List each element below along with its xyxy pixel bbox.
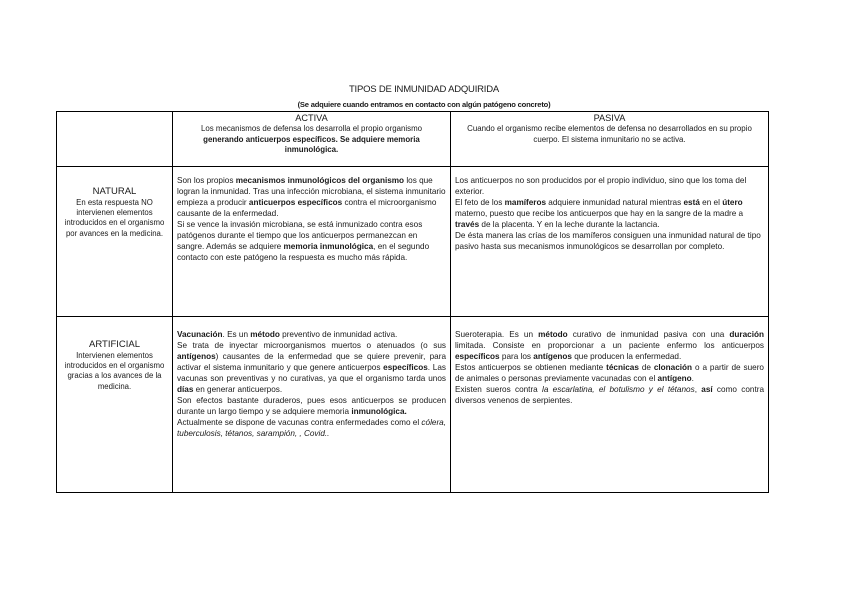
artificial-heading: ARTIFICIAL xyxy=(88,339,141,350)
natural-pasiva-p3: De ésta manera las crías de los mamíferos consiguen una inmunidad natural de tipo pasivo hasta sus mecanismos inmunológicos se desarrollan por completo. xyxy=(455,231,761,251)
immunity-table xyxy=(56,111,769,493)
document-subtitle: (Se adquiere cuando entramos en contacto con algún patógeno concreto) xyxy=(297,100,551,109)
natural-activa-p1: Son los propios mecanismos inmunológicos del organismo los que logran la inmunidad. Tras una infección microbiana, el sistema inmunitario empieza a producir anticuerpos específicos contra el microorganismo causante de la enfermedad. xyxy=(177,176,446,218)
artificial-activa-p3: Son efectos bastante duraderos, pues esos anticuerpos se producen durante un largo tiempo y se adquiere memoria inmunológica. xyxy=(177,396,446,416)
artificial-pasiva-p3: Existen sueros contra la escarlatina, el botulismo y el tétanos, así como contra diversos venenos de serpientes. xyxy=(455,385,764,405)
document-title: TIPOS DE INMUNIDAD ADQUIRIDA xyxy=(348,84,500,95)
natural-desc: En esta respuesta NO intervienen elementos introducidos en el organismo por avances en la medicina. xyxy=(64,198,165,238)
activa-desc-a: Los mecanismos de defensa los desarrolla el propio organismo xyxy=(200,124,423,133)
activa-desc-b: generando anticuerpos específicos. Se adquiere memoria xyxy=(203,134,420,144)
row-natural xyxy=(57,167,769,317)
artificial-activa-p4: Actualmente se dispone de vacunas contra enfermedades como el cólera, tuberculosis, tétanos, sarampión, , Covid.. xyxy=(177,418,446,438)
corner-cell xyxy=(57,112,173,167)
artificial-activa-p1: Vacunación. Es un método preventivo de inmunidad activa. xyxy=(177,330,398,339)
header-activa xyxy=(173,112,451,167)
header-pasiva xyxy=(451,112,769,167)
pasiva-heading: PASIVA xyxy=(593,113,626,123)
natural-pasiva-p2: El feto de los mamíferos adquiere inmunidad natural mientras está en el útero materno, puesto que recibe los anticuerpos que hay en la sangre de la madre a través de la placenta. Y en la leche durante la lactancia. xyxy=(455,198,744,229)
artificial-activa-cell xyxy=(173,317,451,493)
artificial-desc: Intervienen elementos introducidos en el organismo gracias a los avances de la medicina. xyxy=(64,351,165,391)
artificial-pasiva-cell xyxy=(451,317,769,493)
artificial-activa-p2: Se trata de inyectar microorganismos muertos o atenuados (o sus antígenos) causantes de la enfermedad que se quiere prevenir, para activar el sistema inmunitario y que genere anticuerpos específicos. Las vacunas son preventivas y no curativas, ya que el organismo tarda unos días en generar anticuerpos. xyxy=(177,341,446,394)
pasiva-desc: Cuando el organismo recibe elementos de defensa no desarrollados en su propio cuerpo. El sistema inmunitario no se activa. xyxy=(467,124,752,144)
artificial-pasiva-p1: Sueroterapia. Es un método curativo de inmunidad pasiva con una duración limitada. Consiste en proporcionar a un paciente enfermo los anticuerpos específicos para los antígenos que producen la enfermedad. xyxy=(455,330,764,361)
row-artificial xyxy=(57,317,769,493)
natural-label-cell xyxy=(57,167,173,317)
artificial-label-cell xyxy=(57,317,173,493)
activa-heading: ACTIVA xyxy=(295,113,328,123)
natural-heading: NATURAL xyxy=(92,186,137,197)
natural-pasiva-cell xyxy=(451,167,769,317)
natural-activa-cell xyxy=(173,167,451,317)
header-row xyxy=(57,112,769,167)
natural-activa-p2: Si se vence la invasión microbiana, se está inmunizado contra esos patógenos durante el tiempo que los anticuerpos permanezcan en sangre. Además se adquiere memoria inmunológica, en el segundo contacto con este patógeno la respuesta es mucho más rápida. xyxy=(177,220,430,262)
natural-pasiva-p1: Los anticuerpos no son producidos por el propio individuo, sino que los toma del exterior. xyxy=(455,176,747,196)
activa-desc-c: inmunológica. xyxy=(284,145,339,154)
artificial-pasiva-p2: Estos anticuerpos se obtienen mediante técnicas de clonación o a partir de suero de animales o personas previamente vacunadas con el antígeno. xyxy=(455,363,764,383)
